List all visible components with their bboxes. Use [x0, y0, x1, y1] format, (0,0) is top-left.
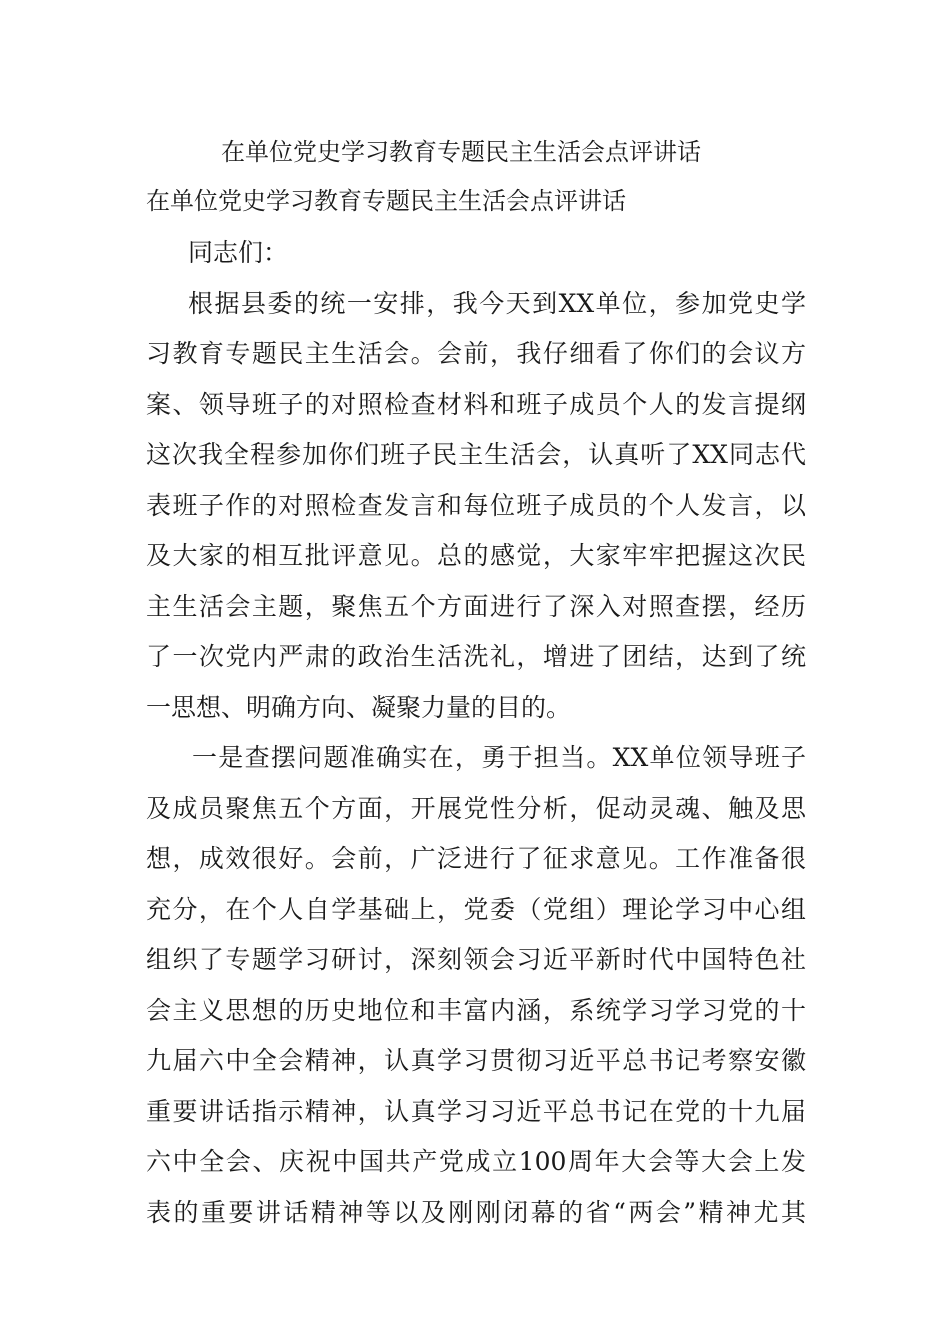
paragraph-line: 根据县委的统一安排，我今天到XX单位，参加党史学	[188, 288, 806, 318]
paragraph-line: 及成员聚焦五个方面，开展党性分析，促动灵魂、触及思	[146, 793, 806, 823]
document-title: 在单位党史学习教育专题民主生活会点评讲话	[221, 138, 701, 166]
document-subtitle: 在单位党史学习教育专题民主生活会点评讲话	[146, 187, 626, 215]
paragraph-line: 了一次党内严肃的政治生活洗礼，增进了团结，达到了统	[146, 642, 806, 671]
paragraph-line: 会主义思想的历史地位和丰富内涵，系统学习学习党的十	[146, 995, 806, 1025]
paragraph-line: 九届六中全会精神，认真学习贯彻习近平总书记考察安徽	[146, 1046, 806, 1075]
paragraph-line: 表的重要讲话精神等以及刚刚闭幕的省“两会”精神尤其	[146, 1197, 806, 1227]
paragraph-line: 充分，在个人自学基础上，党委（党组）理论学习中心组	[146, 894, 806, 924]
paragraph-line: 组织了专题学习研讨，深刻领会习近平新时代中国特色社	[146, 945, 806, 974]
paragraph-line: 表班子作的对照检查发言和每位班子成员的个人发言，以	[146, 490, 806, 520]
paragraph-line: 想，成效很好。会前，广泛进行了征求意见。工作准备很	[146, 844, 806, 873]
paragraph-line: 六中全会、庆祝中国共产党成立100周年大会等大会上发	[146, 1147, 806, 1176]
salutation: 同志们：	[188, 238, 289, 267]
paragraph-line: 及大家的相互批评意见。总的感觉，大家牢牢把握这次民	[146, 541, 806, 570]
paragraph-line: 案、领导班子的对照检查材料和班子成员个人的发言提纲	[146, 389, 806, 419]
paragraph-line: 主生活会主题，聚焦五个方面进行了深入对照查摆，经历	[146, 591, 806, 621]
paragraph-line: 这次我全程参加你们班子民主生活会，认真听了XX同志代	[146, 440, 806, 469]
paragraph-line: 一思想、明确方向、凝聚力量的目的。	[146, 692, 572, 722]
paragraph-line: 习教育专题民主生活会。会前，我仔细看了你们的会议方	[146, 339, 806, 368]
paragraph-line: 一是查摆问题准确实在，勇于担当。XX单位领导班子	[192, 743, 806, 772]
paragraph-line: 重要讲话指示精神，认真学习习近平总书记在党的十九届	[146, 1096, 806, 1126]
document-body	[146, 228, 806, 1238]
